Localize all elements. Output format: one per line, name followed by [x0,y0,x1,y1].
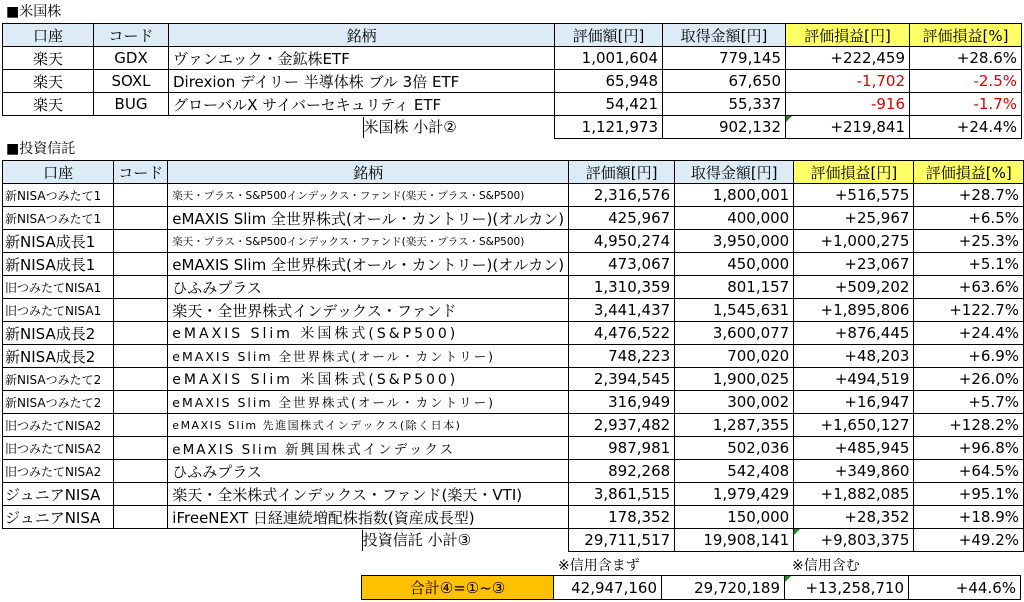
code-cell[interactable] [114,391,168,414]
name-cell[interactable]: 楽天・全米株式インデックス・ファンド(楽天・VTI) [168,483,569,506]
name-cell[interactable]: Direxion デイリー 半導体株 ブル 3倍 ETF [169,70,555,93]
code-cell[interactable] [114,276,168,299]
header-name[interactable]: 銘柄 [168,161,569,184]
cost-cell[interactable]: 1,979,429 [675,483,794,506]
table-row [3,391,1024,414]
account-cell[interactable]: 新NISAつみたて2 [3,368,114,391]
table-row [3,460,1024,483]
pct-cell[interactable]: +6.5% [914,207,1024,230]
subtotal-row [3,529,1024,552]
pl-cell[interactable]: +222,459 [786,47,910,70]
pct-cell[interactable]: +28.6% [910,47,1022,70]
fund-table [2,160,1024,552]
grand-total-table [361,575,1021,600]
pct-cell[interactable]: +26.0% [914,368,1024,391]
account-cell[interactable]: 新NISA成長2 [3,322,114,345]
pl-cell[interactable]: +494,519 [794,368,914,391]
cost-cell[interactable]: 502,036 [675,437,794,460]
table-row [3,93,1022,116]
pct-cell[interactable]: +95.1% [914,483,1024,506]
name-cell[interactable]: iFreeNEXT 日経連続増配株指数(資産成長型) [168,506,569,529]
value-cell[interactable]: 316,949 [569,391,675,414]
code-cell[interactable] [114,322,168,345]
account-cell[interactable]: 旧つみたてNISA2 [3,414,114,437]
total-value[interactable]: 42,947,160 [554,576,662,600]
account-cell[interactable]: 旧つみたてNISA1 [3,276,114,299]
account-cell[interactable]: 新NISAつみたて1 [3,207,114,230]
pl-cell[interactable]: +28,352 [794,506,914,529]
account-cell[interactable]: 新NISA成長1 [3,230,114,253]
pct-cell[interactable]: +6.9% [914,345,1024,368]
pl-cell[interactable]: +1,882,085 [794,483,914,506]
code-cell[interactable] [114,230,168,253]
total-cost[interactable]: 29,720,189 [662,576,785,600]
pct-cell[interactable]: -1.7% [910,93,1022,116]
header-account[interactable]: 口座 [3,24,94,47]
header-pct[interactable]: 評価損益[%] [914,161,1024,184]
table-row [3,70,1022,93]
name-cell[interactable]: グローバルX サイバーセキュリティ ETF [169,93,555,116]
name-cell[interactable]: eMAXIS Slim 米国株式(S&P500) [168,368,569,391]
cost-cell[interactable]: 542,408 [675,460,794,483]
pl-cell[interactable]: +876,445 [794,322,914,345]
value-cell[interactable]: 987,981 [569,437,675,460]
name-cell[interactable]: eMAXIS Slim 全世界株式(オール・カントリー)(オルカン) [168,207,569,230]
value-cell[interactable]: 425,967 [569,207,675,230]
value-cell[interactable]: 2,394,545 [569,368,675,391]
header-code[interactable]: コード [94,24,169,47]
pct-cell[interactable]: +24.4% [914,322,1024,345]
code-cell[interactable]: BUG [94,93,169,116]
table-row [3,230,1024,253]
pl-cell[interactable]: +1,895,806 [794,299,914,322]
table-row [3,483,1024,506]
table-row [3,368,1024,391]
table-header-row [3,161,1024,184]
blank-cell [3,529,168,552]
account-cell[interactable]: ジュニアNISA [3,506,114,529]
cost-cell[interactable]: 3,600,077 [675,322,794,345]
name-cell[interactable]: eMAXIS Slim 全世界株式(オール・カントリー)(オルカン) [168,253,569,276]
code-cell[interactable]: SOXL [94,70,169,93]
pct-cell[interactable]: +63.6% [914,276,1024,299]
value-cell[interactable]: 2,937,482 [569,414,675,437]
subtotal-cost[interactable]: 19,908,141 [675,529,794,552]
account-cell[interactable]: 楽天 [3,70,94,93]
name-cell[interactable]: 楽天・プラス・S&P500インデックス・ファンド(楽天・プラス・S&P500) [168,184,569,207]
code-cell[interactable] [114,345,168,368]
pl-cell[interactable]: +25,967 [794,207,914,230]
fund-section-title: ■投資信託 [6,141,76,157]
account-cell[interactable]: 楽天 [3,47,94,70]
subtotal-pl[interactable]: +219,841 [786,116,910,139]
cost-cell[interactable]: 1,545,631 [675,299,794,322]
cost-cell[interactable]: 450,000 [675,253,794,276]
account-cell[interactable]: ジュニアNISA [3,483,114,506]
subtotal-label-wrap [168,529,569,552]
name-cell[interactable]: eMAXIS Slim 全世界株式(オール・カントリー) [168,391,569,414]
header-code[interactable]: コード [114,161,168,184]
value-cell[interactable]: 473,067 [569,253,675,276]
table-header-row [3,24,1022,47]
code-cell[interactable] [114,437,168,460]
pl-cell[interactable]: +485,945 [794,437,914,460]
name-cell[interactable]: 楽天・全世界株式インデックス・ファンド [168,299,569,322]
subtotal-label-wrap [169,116,555,139]
value-cell[interactable]: 54,421 [555,93,663,116]
name-cell[interactable]: 楽天・プラス・S&P500インデックス・ファンド(楽天・プラス・S&P500) [168,230,569,253]
value-cell[interactable]: 748,223 [569,345,675,368]
table-row [3,437,1024,460]
subtotal-pct[interactable]: +24.4% [910,116,1022,139]
code-cell[interactable] [114,368,168,391]
cost-cell[interactable]: 779,145 [663,47,786,70]
account-cell[interactable]: 旧つみたてNISA1 [3,299,114,322]
pl-cell[interactable]: +349,860 [794,460,914,483]
code-cell[interactable]: GDX [94,47,169,70]
pl-cell[interactable]: -916 [786,93,910,116]
value-cell[interactable]: 178,352 [569,506,675,529]
pct-cell[interactable]: +5.1% [914,253,1024,276]
blank-cell [3,116,169,139]
us-stock-table [2,23,1022,139]
account-cell[interactable]: 旧つみたてNISA2 [3,437,114,460]
pct-cell[interactable]: -2.5% [910,70,1022,93]
pl-cell[interactable]: +509,202 [794,276,914,299]
code-cell[interactable] [114,207,168,230]
header-cost[interactable]: 取得金額[円] [663,24,786,47]
cost-cell[interactable]: 1,287,355 [675,414,794,437]
pct-cell[interactable]: +96.8% [914,437,1024,460]
subtotal-pl[interactable]: +9,803,375 [794,529,914,552]
table-row [3,299,1024,322]
cost-cell[interactable]: 700,020 [675,345,794,368]
value-cell[interactable]: 4,950,274 [569,230,675,253]
account-cell[interactable]: 旧つみたてNISA2 [3,460,114,483]
table-row [3,253,1024,276]
account-cell[interactable]: 新NISAつみたて1 [3,184,114,207]
note-with-margin: ※信用含む [792,558,860,574]
value-cell[interactable]: 4,476,522 [569,322,675,345]
value-cell[interactable]: 1,310,359 [569,276,675,299]
code-cell[interactable] [114,460,168,483]
pl-cell[interactable]: +516,575 [794,184,914,207]
header-value[interactable]: 評価額[円] [555,24,663,47]
table-row [3,345,1024,368]
note-no-margin: ※信用含まず [558,558,640,574]
subtotal-value[interactable]: 1,121,973 [555,116,663,139]
total-label: 合計④=①~③ [362,576,554,600]
code-cell[interactable] [114,483,168,506]
table-row [3,506,1024,529]
table-row [3,207,1024,230]
pl-cell[interactable]: -1,702 [786,70,910,93]
header-pl[interactable]: 評価損益[円] [794,161,914,184]
subtotal-row [3,116,1022,139]
subtotal-value[interactable]: 29,711,517 [569,529,675,552]
value-cell[interactable]: 3,441,437 [569,299,675,322]
name-cell[interactable]: eMAXIS Slim 新興国株式インデックス [168,437,569,460]
name-cell[interactable]: eMAXIS Slim 全世界株式(オール・カントリー) [168,345,569,368]
header-cost[interactable]: 取得金額[円] [675,161,794,184]
name-cell[interactable]: eMAXIS Slim 先進国株式インデックス(除く日本) [168,414,569,437]
name-cell[interactable]: ひふみプラス [168,276,569,299]
cost-cell[interactable]: 55,337 [663,93,786,116]
pl-cell[interactable]: +48,203 [794,345,914,368]
cost-cell[interactable]: 801,157 [675,276,794,299]
account-cell[interactable]: 新NISA成長1 [3,253,114,276]
account-cell[interactable]: 楽天 [3,93,94,116]
pct-cell[interactable]: +5.7% [914,391,1024,414]
subtotal-label: 米国株 小計② [363,117,555,138]
code-cell[interactable] [114,414,168,437]
account-cell[interactable]: 新NISAつみたて2 [3,391,114,414]
code-cell[interactable] [114,299,168,322]
pct-cell[interactable]: +122.7% [914,299,1024,322]
cost-cell[interactable]: 300,002 [675,391,794,414]
code-cell[interactable] [114,506,168,529]
pct-cell[interactable]: +25.3% [914,230,1024,253]
cost-cell[interactable]: 67,650 [663,70,786,93]
cost-cell[interactable]: 150,000 [675,506,794,529]
table-row [3,414,1024,437]
header-account[interactable]: 口座 [3,161,114,184]
value-cell[interactable]: 3,861,515 [569,483,675,506]
subtotal-label: 投資信託 小計③ [362,530,568,551]
pct-cell[interactable]: +28.7% [914,184,1024,207]
cost-cell[interactable]: 1,800,001 [675,184,794,207]
pl-cell[interactable]: +1,000,275 [794,230,914,253]
total-pct[interactable]: +44.6% [909,576,1021,600]
account-cell[interactable]: 新NISA成長2 [3,345,114,368]
cost-cell[interactable]: 400,000 [675,207,794,230]
pct-cell[interactable]: +128.2% [914,414,1024,437]
table-row [3,276,1024,299]
code-cell[interactable] [114,253,168,276]
pl-cell[interactable]: +1,650,127 [794,414,914,437]
header-value[interactable]: 評価額[円] [569,161,675,184]
value-cell[interactable]: 1,001,604 [555,47,663,70]
table-row [3,47,1022,70]
cost-cell[interactable]: 1,900,025 [675,368,794,391]
pl-cell[interactable]: +23,067 [794,253,914,276]
value-cell[interactable]: 2,316,576 [569,184,675,207]
value-cell[interactable]: 892,268 [569,460,675,483]
code-cell[interactable] [114,184,168,207]
us-section-title: ■米国株 [6,4,62,20]
name-cell[interactable]: eMAXIS Slim 米国株式(S&P500) [168,322,569,345]
table-row [3,184,1024,207]
header-pl[interactable]: 評価損益[円] [786,24,910,47]
header-pct[interactable]: 評価損益[%] [910,24,1022,47]
name-cell[interactable]: ひふみプラス [168,460,569,483]
pct-cell[interactable]: +18.9% [914,506,1024,529]
subtotal-pct[interactable]: +49.2% [914,529,1024,552]
table-row [3,322,1024,345]
cost-cell[interactable]: 3,950,000 [675,230,794,253]
pl-cell[interactable]: +16,947 [794,391,914,414]
subtotal-cost[interactable]: 902,132 [663,116,786,139]
pct-cell[interactable]: +64.5% [914,460,1024,483]
name-cell[interactable]: ヴァンエック・金鉱株ETF [169,47,555,70]
total-pl[interactable]: +13,258,710 [785,576,909,600]
total-row [362,576,1021,600]
header-name[interactable]: 銘柄 [169,24,555,47]
value-cell[interactable]: 65,948 [555,70,663,93]
